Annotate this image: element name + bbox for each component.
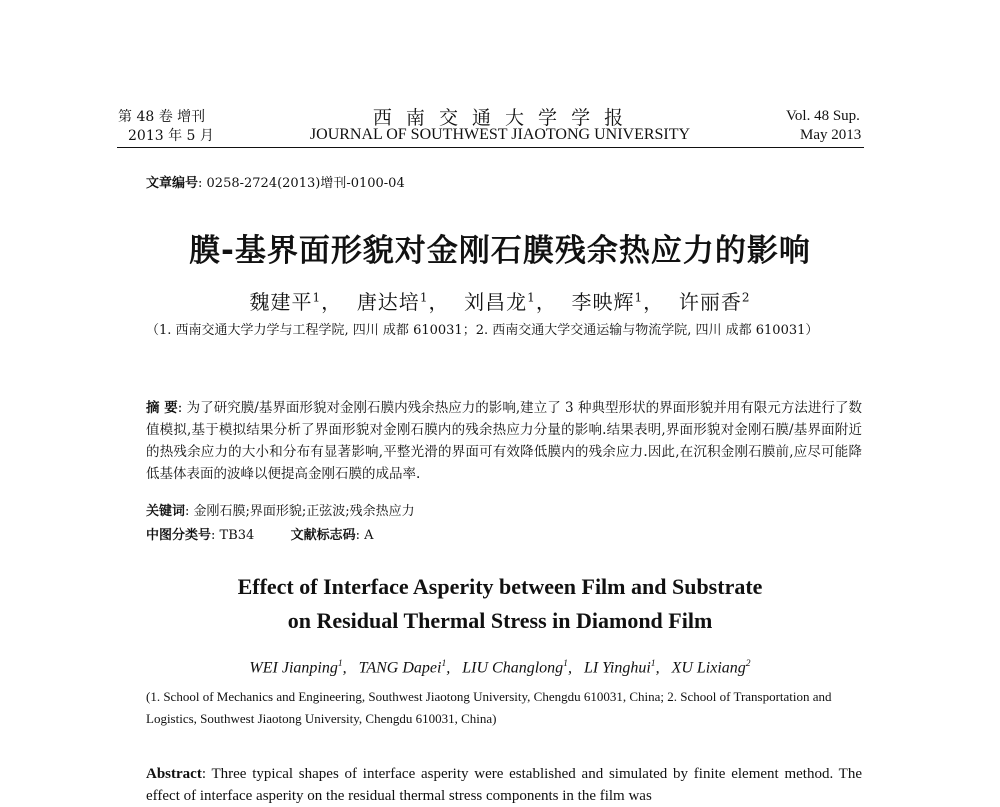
author-en-separator: ,	[567, 659, 572, 677]
author-en-separator: ,	[446, 659, 451, 677]
abstract-en-text: : Three typical shapes of interface asperity were established and simulated by finite element method. The effect of interface asperity on the residual thermal stress components in the film was	[146, 766, 862, 804]
author-en-sup: 1	[563, 658, 568, 669]
clc-value: : TB34	[211, 528, 255, 543]
doc-code-value: : A	[355, 528, 374, 543]
author-cn: 魏建平	[249, 290, 313, 314]
abstract-en-label: Abstract	[146, 766, 202, 782]
authors-cn	[0, 286, 1000, 315]
abstract-cn	[146, 397, 862, 485]
author-separator: ，	[428, 290, 450, 314]
author-en-separator: ,	[655, 659, 660, 677]
title-en-line1: Effect of Interface Asperity between Film and Substrate	[237, 574, 763, 599]
author-en: XU Lixiang	[671, 659, 746, 677]
article-number	[146, 172, 405, 191]
keywords-cn	[146, 500, 415, 519]
author-cn: 许丽香	[678, 290, 742, 314]
journal-name-en: JOURNAL OF SOUTHWEST JIAOTONG UNIVERSITY	[309, 126, 691, 143]
author-en: LIU Changlong	[462, 659, 564, 677]
abstract-cn-label: 摘 要	[146, 400, 178, 416]
author-en-sup: 1	[441, 658, 447, 669]
clc-label: 中图分类号	[146, 528, 212, 543]
doc-code-label: 文献标志码	[290, 528, 356, 543]
author-en-sup: 1	[650, 658, 656, 669]
keywords-cn-text: : 金刚石膜;界面形貌;正弦波;残余热应力	[185, 504, 415, 519]
author-cn: 李映辉	[571, 290, 635, 314]
title-cn: 膜-基界面形貌对金刚石膜残余热应力的影响	[189, 233, 811, 269]
author-en: TANG Dapei	[358, 659, 442, 677]
author-cn: 唐达培	[356, 290, 420, 314]
author-cn-sup: 2	[741, 290, 751, 305]
author-separator: ，	[535, 290, 557, 314]
author-separator: ，	[643, 290, 665, 314]
author-cn: 刘昌龙	[464, 290, 528, 314]
author-cn-sup: 1	[419, 290, 429, 305]
abstract-cn-text: : 为了研究膜/基界面形貌对金刚石膜内残余热应力的影响,建立了 3 种典型形状的界面形貌并用有限元方法进行了数值模拟,基于模拟结果分析了界面形貌对金刚石膜内的残余热应力分量的影响.结果表明,界面形貌对金刚石膜/基界面附近的热残余应力的大小和分布有显著影响,平整光滑的界面可有效降低膜内的残余应力.因此,在沉积金刚石膜前,应尽可能降低基体表面的波峰以便提高金刚石膜的成品率.	[146, 400, 862, 482]
header-volume-cn: 第 48 卷 增刊	[118, 109, 206, 125]
author-en-sup: 1	[337, 658, 343, 669]
header-date-en: May 2013	[800, 127, 862, 143]
author-en-separator: ,	[342, 659, 347, 677]
author-cn-sup: 1	[634, 290, 644, 305]
author-cn-sup: 1	[527, 290, 536, 305]
journal-name-cn: 西 南 交 通 大 学 学 报	[372, 107, 628, 129]
title-en-line2: on Residual Thermal Stress in Diamond Film	[287, 608, 713, 633]
affiliation-cn: （1. 西南交通大学力学与工程学院, 四川 成都 610031；2. 西南交通大学交通运输与物流学院, 四川 成都 610031）	[146, 323, 819, 338]
article-number-value: : 0258-2724(2013)增刊-0100-04	[198, 176, 405, 191]
classification	[146, 524, 374, 543]
authors-en	[0, 658, 1000, 677]
abstract-en	[146, 763, 862, 807]
author-en-sup: 2	[745, 658, 751, 669]
keywords-cn-label: 关键词	[146, 504, 186, 519]
article-number-label: 文章编号	[146, 176, 199, 191]
author-cn-sup: 1	[312, 290, 322, 305]
header-date-cn: 2013 年 5 月	[128, 128, 214, 144]
author-en: LI Yinghui	[583, 659, 651, 677]
header-volume-en: Vol. 48 Sup.	[786, 108, 860, 124]
author-separator: ，	[321, 290, 343, 314]
header-rule	[117, 147, 864, 148]
author-en: WEI Jianping	[249, 659, 338, 677]
affiliation-en: (1. School of Mechanics and Engineering, Southwest Jiaotong University, Chengdu 610031, China; 2. School of Transportation and Logistics, Southwest Jiaotong University, Chengdu 610031, China)	[146, 689, 832, 726]
